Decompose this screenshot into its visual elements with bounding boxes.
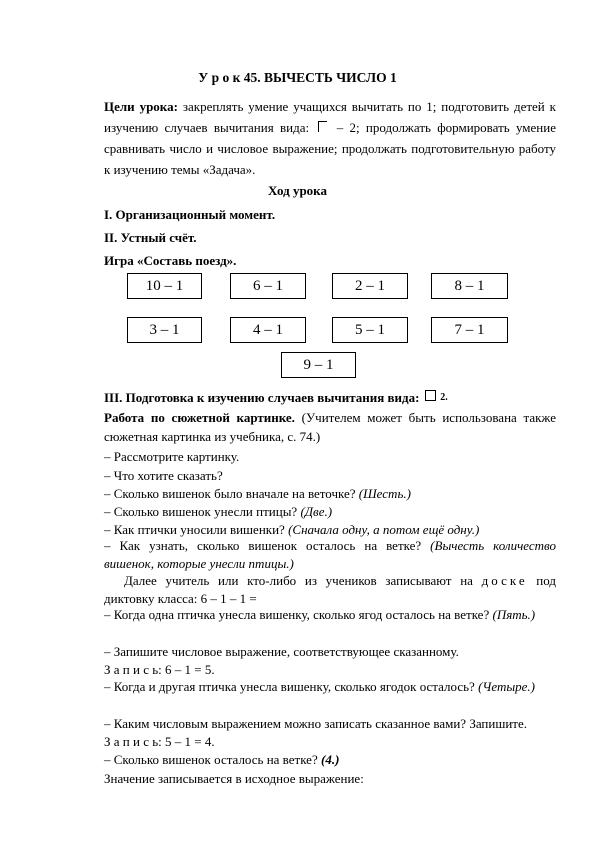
section-3 [104,390,556,406]
expression-card: 7 – 1 [431,317,508,343]
game-title: Игра «Составь поезд». [104,253,237,268]
question-3 [104,486,556,502]
section-2: II. Устный счёт. [104,230,197,245]
question-text: – Сколько вишенок было вначале на веточке? [104,486,359,501]
question-11 [104,752,556,768]
question-7 [104,606,556,624]
record-label: З а п и с ь: [104,662,162,677]
lesson-title: У р о к 45. ВЫЧЕСТЬ ЧИСЛО 1 [198,70,397,85]
question-text: – Сколько вишенок осталось на ветке? [104,752,321,767]
paragraph-dictation [104,572,556,608]
final-line: Значение записывается в исходное выражение: [104,771,364,786]
question-2: – Что хотите сказать? [104,468,223,483]
course-heading: Ход урока [268,183,327,198]
expression-card: 6 – 1 [230,273,306,299]
work-text: (Учителем может быть использована также сюжетная картинка из учебника, с. 74.) [104,410,557,444]
question-text: – Когда и другая птичка унесла вишенку, сколько ягодок осталось? [104,679,479,694]
section-3-suffix: 2. [437,392,448,403]
expression-card: 8 – 1 [431,273,508,299]
question-6 [104,537,556,573]
goals-label: Цели урока: [104,99,178,114]
work-label: Работа по сюжетной картинке. [104,410,295,425]
answer-text: (4.) [320,752,340,767]
work-paragraph [104,408,556,446]
expression-card: 9 – 1 [281,352,356,378]
answer-text: (Две.) [300,504,333,519]
corner-blank-icon [318,121,327,132]
expression-card: 4 – 1 [230,317,306,343]
record-1 [104,662,556,678]
answer-text: (Четыре.) [478,679,535,694]
goals-text-2: – 2; продолжать формировать умение сравнивать число и числовое выражение; продолжать подготовительную работу к изучению темы «Задача». [104,120,556,177]
answer-text: (Сначала одну, а потом ещё одну.) [288,522,480,537]
record-2 [104,734,556,750]
question-9 [104,678,556,696]
question-4 [104,504,556,520]
question-text: – Когда одна птичка унесла вишенку, сколько ягод осталось на ветке? [104,607,493,622]
record-label: З а п и с ь: [104,734,162,749]
record-value: 6 – 1 = 5. [161,662,215,677]
goals-text-1: закреплять умение учащихся вычитать по 1; подготовить детей к изучению случаев вычитания вида: [104,99,556,135]
expression-card: 5 – 1 [332,317,408,343]
blank-square-icon [425,390,436,401]
answer-text: (Вычесть количество вишенок, которые унесли птицы.) [104,538,556,571]
expression-card: 3 – 1 [127,317,202,343]
expression-card: 2 – 1 [332,273,408,299]
spaced-word: доске [481,573,528,588]
question-10: – Каким числовым выражением можно записать сказанное вами? Запишите. [104,716,528,731]
paragraph-text: Далее учитель или кто-либо из учеников записывают на [124,573,482,588]
question-text: – Как птички уносили вишенки? [104,522,289,537]
question-text: – Сколько вишенок унесли птицы? [104,504,301,519]
lesson-goals [104,96,556,180]
section-1: I. Организационный момент. [104,207,276,222]
question-text: – Как узнать, сколько вишенок осталось на ветке? [104,538,431,553]
question-1: – Рассмотрите картинку. [104,449,240,464]
section-3-text: III. Подготовка к изучению случаев вычитания вида: [104,390,420,405]
expression-card: 10 – 1 [127,273,202,299]
answer-text: (Пять.) [492,607,536,622]
paragraph-text: под диктовку класса: 6 – 1 – 1 = [104,573,557,606]
question-8: – Запишите числовое выражение, соответствующее сказанному. [104,644,459,659]
record-value: 5 – 1 = 4. [161,734,215,749]
question-5 [104,522,556,538]
answer-text: (Шесть.) [358,486,411,501]
